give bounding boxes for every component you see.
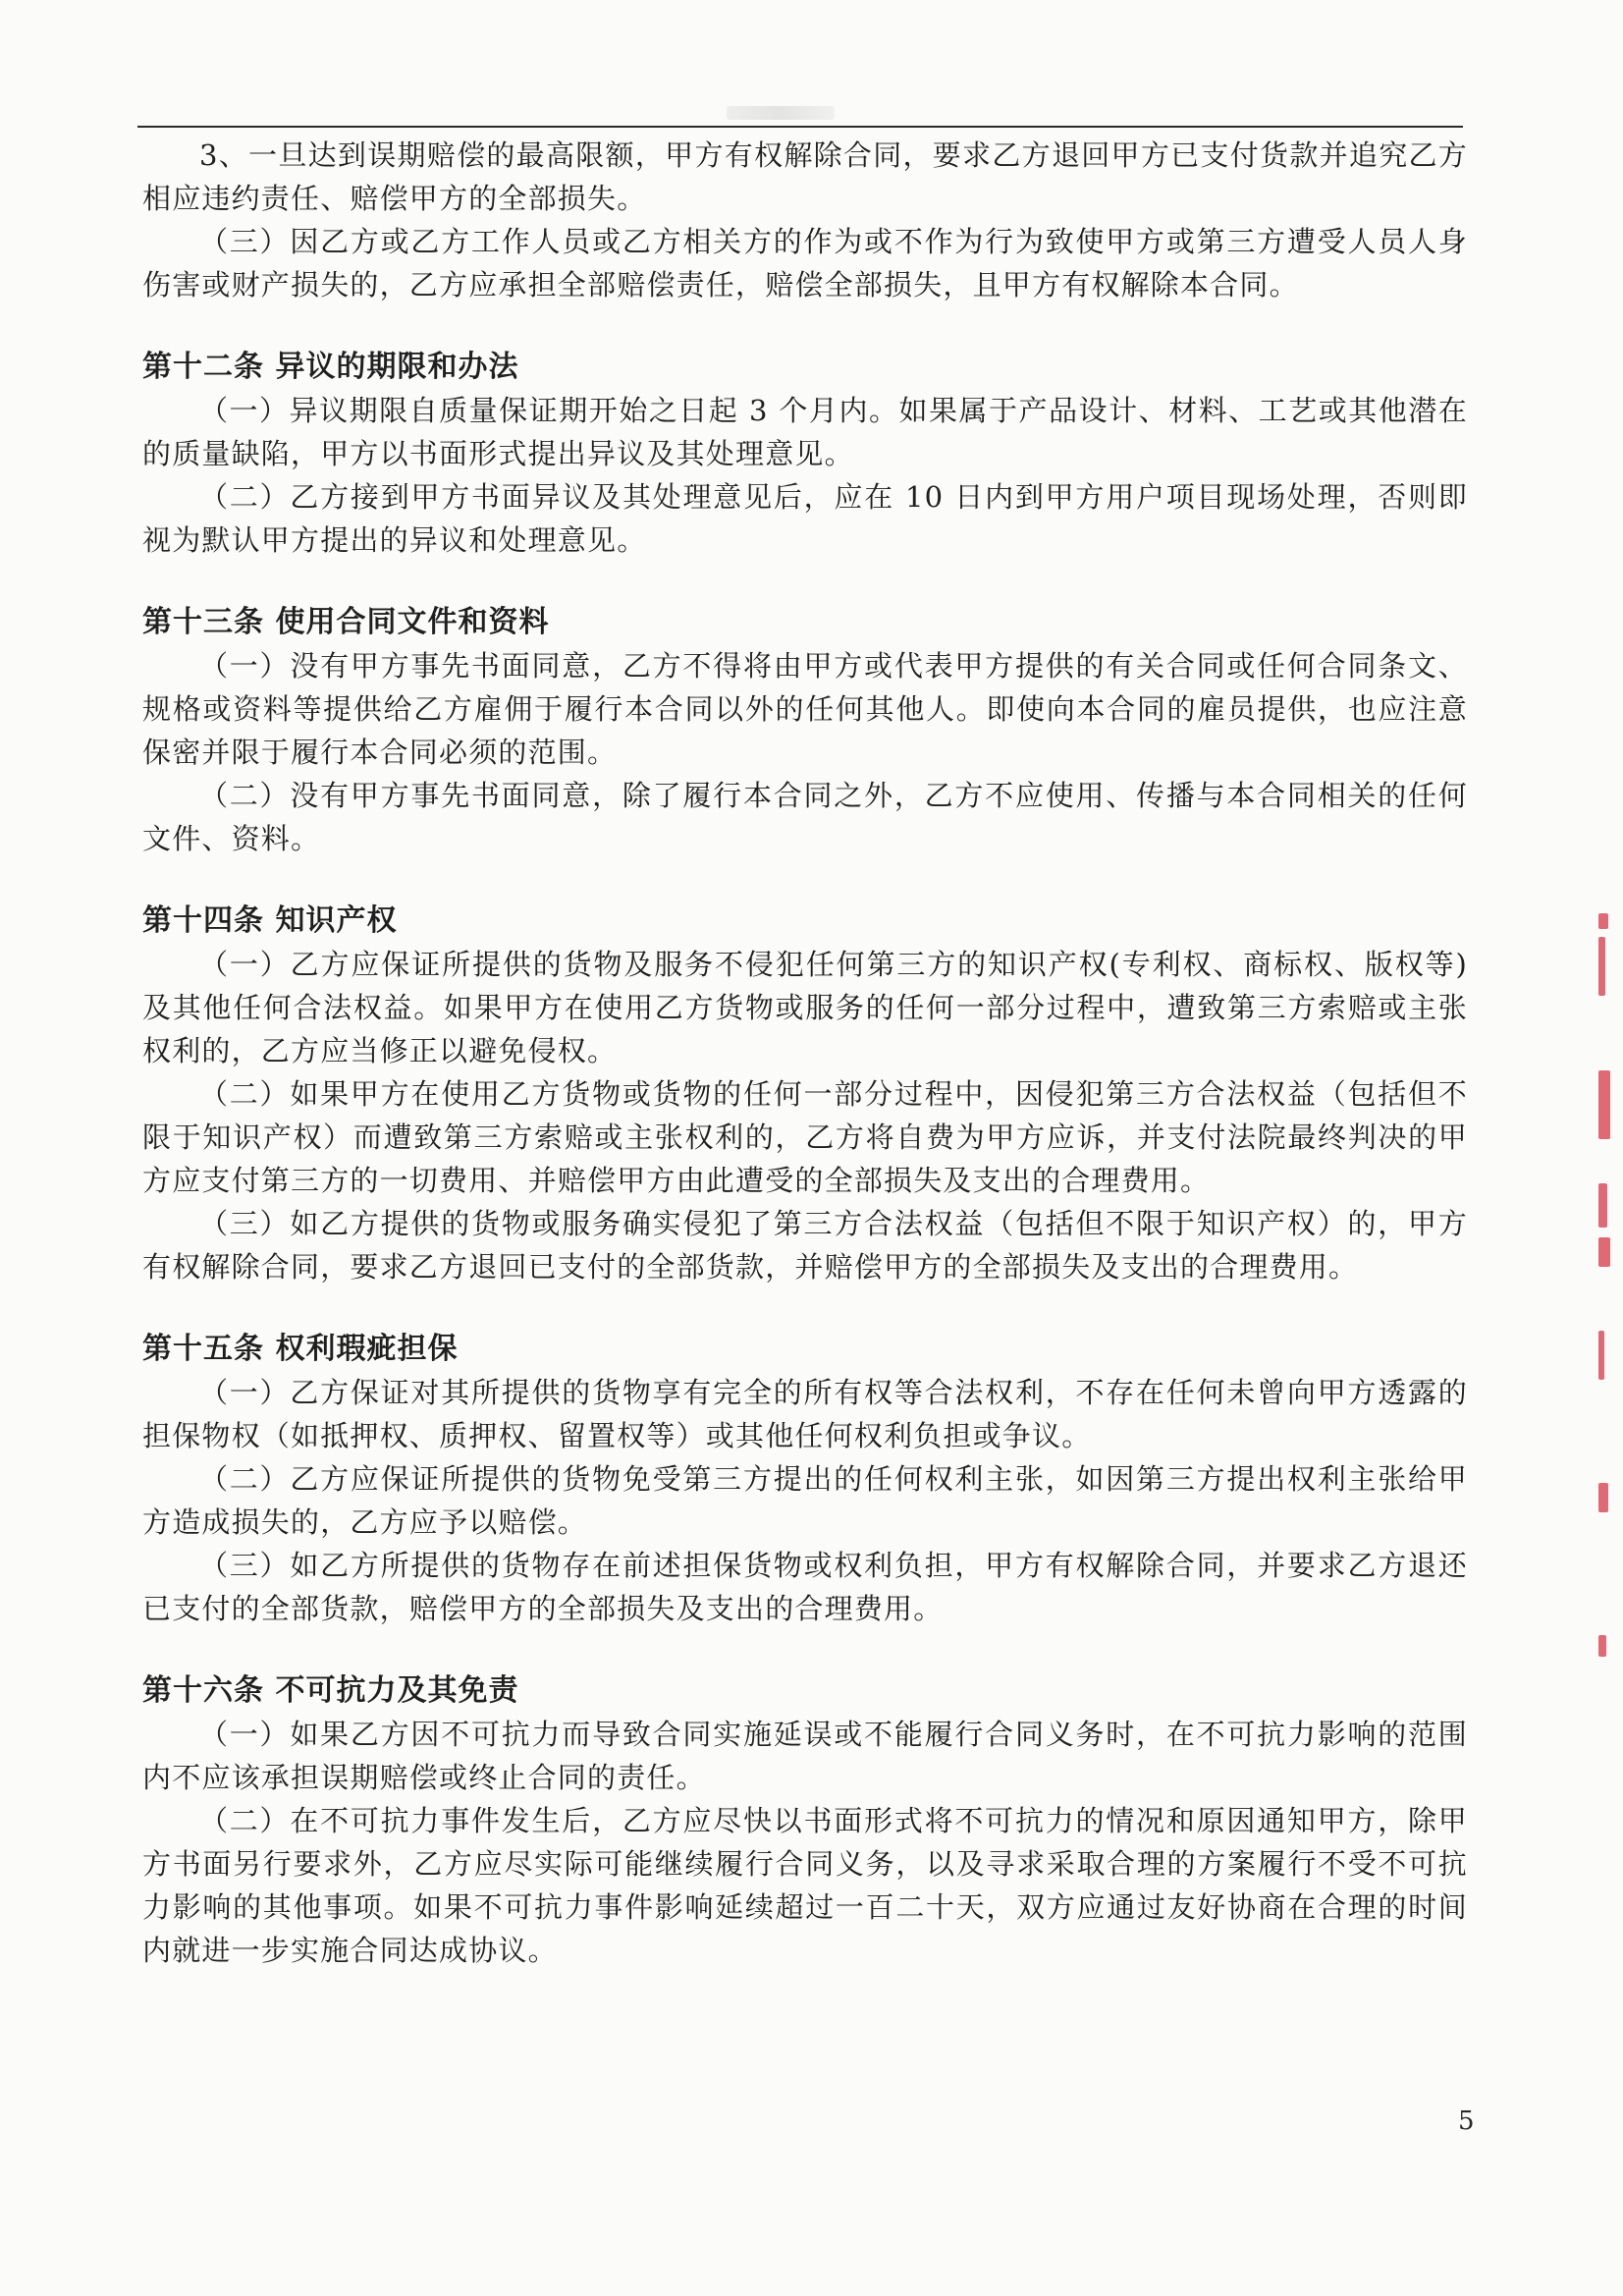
article-16-paragraph-1: （一）如果乙方因不可抗力而导致合同实施延误或不能履行合同义务时，在不可抗力影响的范围内不应该承担误期赔偿或终止合同的责任。: [142, 1718, 1468, 1794]
article-14-paragraph-3: （三）如乙方提供的货物或服务确实侵犯了第三方合法权益（包括但不限于知识产权）的，甲方有权解除合同，要求乙方退回已支付的全部货款，并赔偿甲方的全部损失及支出的合理费用。: [142, 1207, 1468, 1284]
section-article-14: [142, 900, 1468, 1288]
article-15-paragraph-1: （一）乙方保证对其所提供的货物享有完全的所有权等合法权利，不存在任何未曾向甲方透露的担保物权（如抵押权、质押权、留置权等）或其他任何权利负担或争议。: [142, 1376, 1468, 1452]
article-12-heading: 第十二条 异议的期限和办法: [142, 350, 519, 384]
article-12-paragraph-1: （一）异议期限自质量保证期开始之日起 3 个月内。如果属于产品设计、材料、工艺或其他潜在的质量缺陷，甲方以书面形式提出异议及其处理意见。: [142, 394, 1468, 470]
article-15-paragraph-3: （三）如乙方所提供的货物存在前述担保货物或权利负担，甲方有权解除合同，并要求乙方退还已支付的全部货款，赔偿甲方的全部损失及支出的合理费用。: [142, 1549, 1468, 1625]
seal-stamp-fragment: [1598, 913, 1623, 1660]
intro-paragraph-1: 3、一旦达到误期赔偿的最高限额，甲方有权解除合同，要求乙方退回甲方已支付货款并追究乙方相应违约责任、赔偿甲方的全部损失。: [142, 138, 1468, 215]
intro-paragraph-2: （三）因乙方或乙方工作人员或乙方相关方的作为或不作为行为致使甲方或第三方遭受人员人身伤害或财产损失的，乙方应承担全部赔偿责任，赔偿全部损失，且甲方有权解除本合同。: [142, 225, 1468, 301]
article-14-heading: 第十四条 知识产权: [142, 903, 398, 938]
article-16-paragraph-2: （二）在不可抗力事件发生后，乙方应尽快以书面形式将不可抗力的情况和原因通知甲方，除甲方书面另行要求外，乙方应尽实际可能继续履行合同义务，以及寻求采取合理的方案履行不受不可抗力影响的其他事项。如果不可抗力事件影响延续超过一百二十天，双方应通过友好协商在合理的时间内就进一步实施合同达成协议。: [142, 1804, 1468, 1967]
article-15-paragraph-2: （二）乙方应保证所提供的货物免受第三方提出的任何权利主张，如因第三方提出权利主张给甲方造成损失的，乙方应予以赔偿。: [142, 1462, 1468, 1539]
section-article-16: [142, 1669, 1468, 1972]
article-15-heading: 第十五条 权利瑕疵担保: [142, 1332, 459, 1366]
article-13-heading: 第十三条 使用合同文件和资料: [142, 605, 550, 639]
article-12-paragraph-2: （二）乙方接到甲方书面异议及其处理意见后，应在 10 日内到甲方用户项目现场处理，否则即视为默认甲方提出的异议和处理意见。: [142, 480, 1468, 557]
article-13-paragraph-1: （一）没有甲方事先书面同意，乙方不得将由甲方或代表甲方提供的有关合同或任何合同条文、规格或资料等提供给乙方雇佣于履行本合同以外的任何其他人。即使向本合同的雇员提供，也应注意保密并限于履行本合同必须的范围。: [142, 649, 1468, 769]
section-article-15: [142, 1328, 1468, 1630]
article-14-paragraph-2: （二）如果甲方在使用乙方货物或货物的任何一部分过程中，因侵犯第三方合法权益（包括但不限于知识产权）而遭致第三方索赔或主张权利的，乙方将自费为甲方应诉，并支付法院最终判决的甲方应支付第三方的一切费用、并赔偿甲方由此遭受的全部损失及支出的合理费用。: [142, 1077, 1468, 1197]
document-body: [142, 134, 1468, 1972]
article-13-paragraph-2: （二）没有甲方事先书面同意，除了履行本合同之外，乙方不应使用、传播与本合同相关的任何文件、资料。: [142, 779, 1468, 855]
header-rule: [137, 126, 1463, 128]
page-number: 5: [1458, 2106, 1475, 2136]
article-16-heading: 第十六条 不可抗力及其免责: [142, 1673, 519, 1708]
section-article-12: [142, 346, 1468, 562]
header-faint-mark: [727, 106, 835, 120]
article-14-paragraph-1: （一）乙方应保证所提供的货物及服务不侵犯任何第三方的知识产权(专利权、商标权、版权等)及其他任何合法权益。如果甲方在使用乙方货物或服务的任何一部分过程中，遭致第三方索赔或主张权利的，乙方应当修正以避免侵权。: [142, 948, 1468, 1067]
section-article-13: [142, 601, 1468, 860]
